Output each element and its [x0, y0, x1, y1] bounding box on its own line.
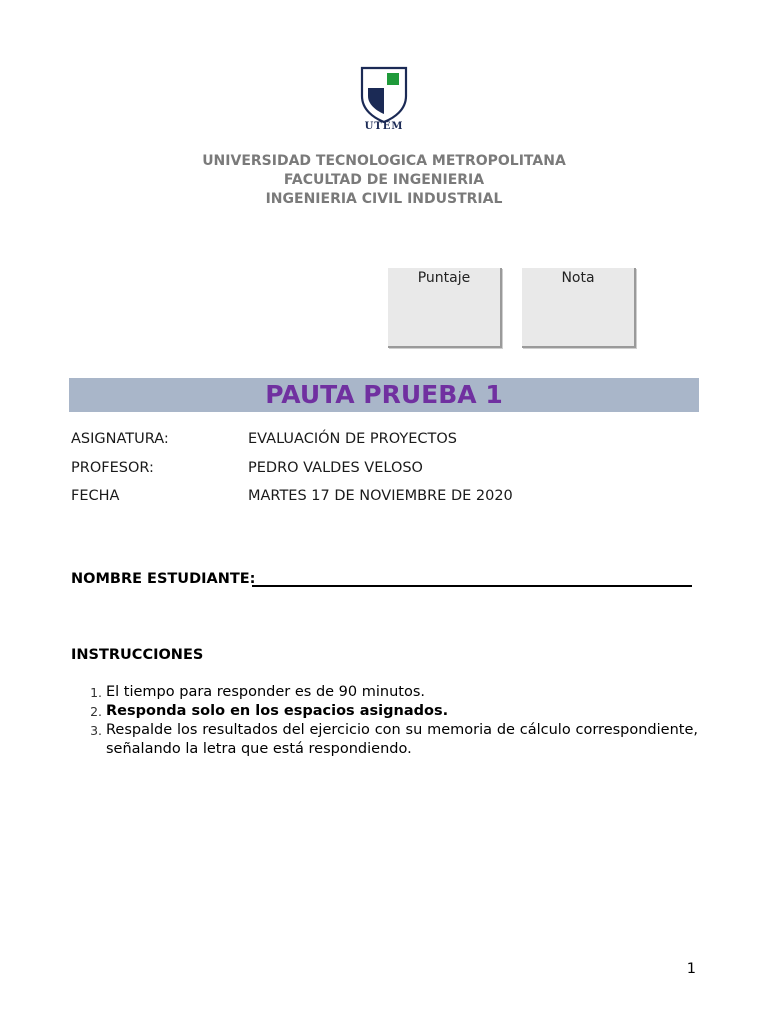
- page-number: 1: [686, 961, 696, 977]
- logo-wordmark: UTEM: [364, 121, 404, 132]
- instruction-line: Respalde los resultados del ejercicio con su memoria de cálculo correspondiente,: [106, 722, 698, 738]
- university-name: UNIVERSIDAD TECNOLOGICA METROPOLITANA: [202, 153, 566, 169]
- professor-value: PEDRO VALDES VELOSO: [248, 460, 423, 476]
- professor-label: PROFESOR:: [71, 460, 154, 476]
- subject-label: ASIGNATURA:: [71, 431, 169, 447]
- instructions-title: INSTRUCCIONES: [71, 647, 204, 663]
- program-name: INGENIERIA CIVIL INDUSTRIAL: [265, 191, 503, 207]
- document-title: PAUTA PRUEBA 1: [265, 380, 503, 409]
- instruction-item-bold: Responda solo en los espacios asignados.: [106, 703, 449, 719]
- subject-value: EVALUACIÓN DE PROYECTOS: [248, 431, 457, 447]
- student-name-line[interactable]: [252, 585, 692, 587]
- title-bar: [69, 378, 699, 412]
- faculty-name: FACULTAD DE INGENIERIA: [283, 172, 485, 188]
- student-name-label: NOMBRE ESTUDIANTE:: [71, 571, 256, 587]
- instruction-number: 3.: [90, 723, 102, 738]
- instruction-item: [106, 721, 698, 759]
- puntaje-label: Puntaje: [417, 270, 471, 286]
- date-label: FECHA: [71, 488, 120, 504]
- date-value: MARTES 17 DE NOVIEMBRE DE 2020: [248, 488, 513, 504]
- nota-box[interactable]: [522, 268, 636, 348]
- instruction-number: 1.: [90, 685, 102, 700]
- instruction-number: 2.: [90, 704, 102, 719]
- puntaje-box[interactable]: [388, 268, 502, 348]
- nota-label: Nota: [561, 270, 595, 286]
- instruction-item: El tiempo para responder es de 90 minutos.: [106, 684, 425, 700]
- instruction-line: señalando la letra que está respondiendo.: [106, 741, 412, 757]
